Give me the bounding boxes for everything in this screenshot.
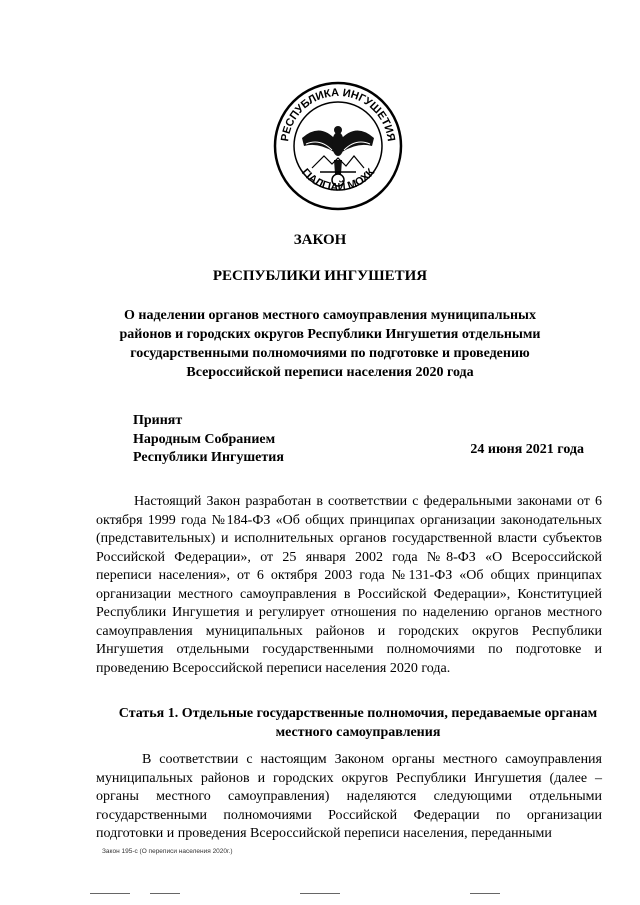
article-1-paragraph: В соответствии с настоящим Законом органы местного самоуправления муниципальных районов и городских округов Республики Ингушетия (далее – органы местного самоуправления) наделяются следующими отдельными государственными полномочиями Российской Федерации по организации подготовки и проведения Всероссийской переписи населения, переданными xyxy=(96,752,602,841)
law-subject-title: О наделении органов местного самоуправления муниципальных районов и городских округов Республики Ингушетия отдельными государственными полномочиями по подготовке и проведению Всероссийской переписи населения 2020 года xyxy=(119,308,541,380)
scan-edge-mark xyxy=(470,893,500,894)
adoption-date: 24 июня 2021 года xyxy=(470,442,584,457)
law-heading: ЗАКОН xyxy=(293,232,347,248)
adopted-line: Принят xyxy=(133,413,183,428)
footer-note: Закон 195-с (О переписи населения 2020г.) xyxy=(102,848,233,855)
coat-of-arms-emblem xyxy=(272,80,404,212)
republic-heading: РЕСПУБЛИКИ ИНГУШЕТИЯ xyxy=(212,268,428,284)
adopted-republic-line: Республики Ингушетия xyxy=(133,450,284,465)
adoption-block xyxy=(133,412,284,468)
preamble-paragraph: Настоящий Закон разработан в соответствии с федеральными законами от 6 октября 1999 года №184-ФЗ «Об общих принципах организации законодательных (представительных) и исполнительных органов государственной власти субъектов Российской Федерации», от 25 января 2002 года №8-ФЗ «О Всероссийской переписи населения», от 6 октября 2003 года №131-ФЗ «Об общих принципах организации местного самоуправления в Российской Федерации», Конституцией Республики Ингушетия и регулирует отношения по наделению органов местного самоуправления муниципальных районов и городских округов Республики Ингушетия отдельными государственными полномочиями по подготовке и проведению Всероссийской переписи населения 2020 года. xyxy=(96,494,602,676)
emblem-bottom-text: ГІАЛГІАЙ МОХК xyxy=(298,166,378,194)
scan-edge-mark xyxy=(300,893,340,894)
scan-edge-mark xyxy=(150,893,180,894)
scan-edge-mark xyxy=(90,893,130,894)
article-1-title: Статья 1. Отдельные государственные полномочия, передаваемые органам местного самоуправления xyxy=(118,706,598,740)
emblem-top-text: РЕСПУБЛИКА ИНГУШЕТИЯ xyxy=(279,86,397,143)
adopted-by-line: Народным Собранием xyxy=(133,431,276,447)
